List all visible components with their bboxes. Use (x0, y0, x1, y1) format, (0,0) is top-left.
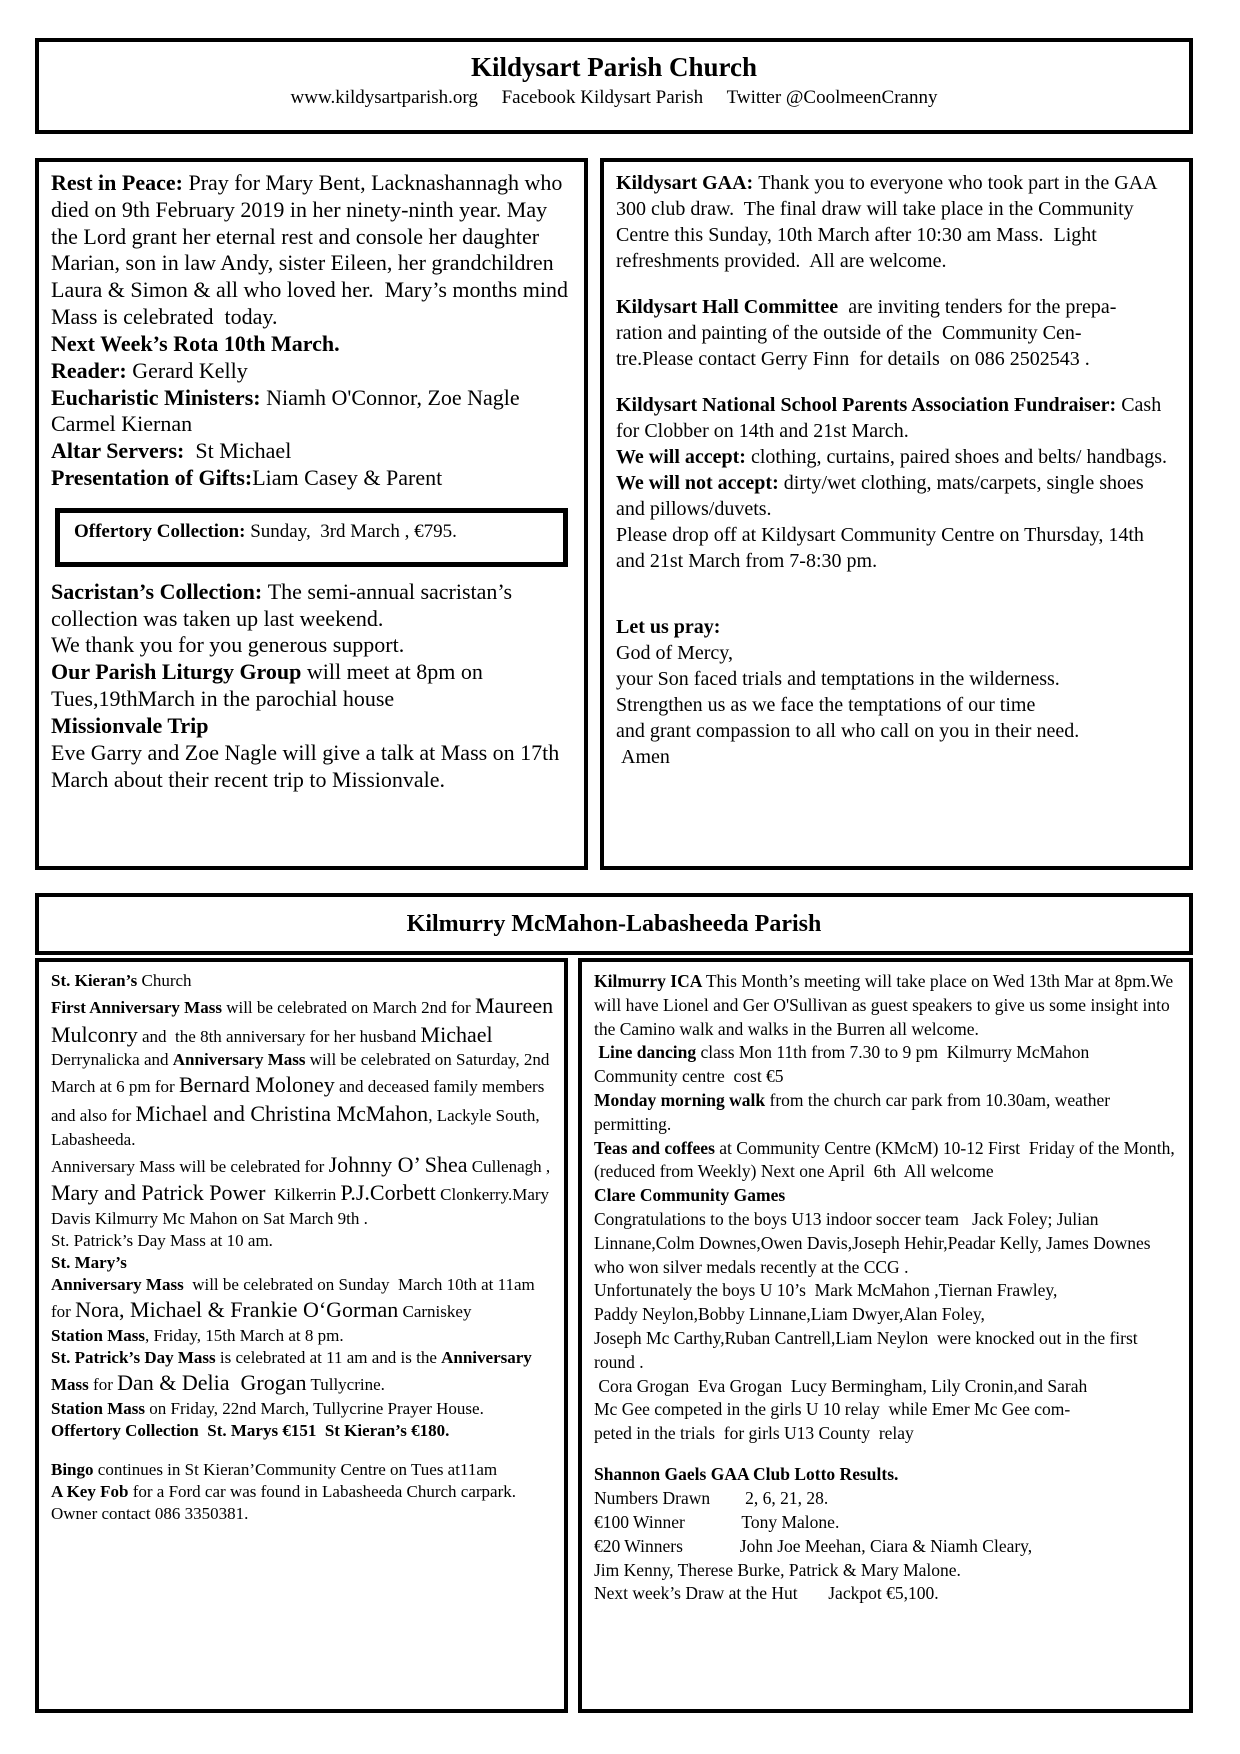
text-segment: Maureen Mulconry (51, 993, 559, 1047)
text-segment: Cullenagh , (467, 1156, 555, 1176)
text-segment: €100 Winner Tony Malone. (594, 1512, 840, 1533)
text-segment: Paddy Neylon,Bobby Linnane,Liam Dwyer,Alan Foley, (594, 1304, 985, 1325)
text-segment: from the church car park from 10.30am, weather permitting. (594, 1089, 1115, 1134)
text-segment: will be celebrated on March 2nd for (226, 998, 475, 1018)
kilmurry-parish-title: Kilmurry McMahon-Labasheeda Parish (406, 911, 822, 937)
text-segment: Shannon Gaels GAA Club Lotto Results. (594, 1464, 899, 1485)
paragraph (594, 1208, 1177, 1279)
text-segment: Cash for Clobber on 14th and 21st March. (616, 394, 1167, 442)
text-segment: Monday morning walk (594, 1089, 770, 1110)
paragraph (594, 1279, 1177, 1374)
paragraph (616, 692, 1177, 718)
text-segment: Mary and Patrick Power (51, 1180, 266, 1206)
text-segment: Station Mass (51, 1398, 150, 1418)
kildysart-left-panel (35, 158, 588, 870)
paragraph (616, 666, 1177, 692)
text-segment: Sacristan’s Collection: (51, 578, 268, 604)
text-segment: Teas and coffees (594, 1137, 720, 1158)
kilmurry-right-panel (578, 958, 1193, 1713)
paragraph (51, 170, 574, 331)
text-segment: and the 8th anniversary for her husband (137, 1026, 421, 1046)
text-segment: A Key Fob (51, 1481, 133, 1501)
paragraph (616, 444, 1177, 470)
paragraph (51, 740, 574, 794)
offertory-collection-text (74, 521, 549, 544)
paragraph (594, 1487, 1177, 1511)
paragraph (594, 1041, 1177, 1089)
paragraph (594, 1375, 1177, 1446)
kildysart-notices-top (51, 170, 574, 492)
paragraph (616, 718, 1177, 744)
text-segment: St. Kieran’s (51, 971, 142, 990)
kildysart-right-panel (600, 158, 1193, 870)
paragraph (594, 1463, 1177, 1487)
text-segment: Gerard Kelly (132, 357, 248, 383)
paragraph (51, 1481, 554, 1525)
header-box (35, 38, 1193, 134)
paragraph (51, 713, 574, 740)
text-segment: Presentation of Gifts: (51, 465, 253, 491)
text-segment: are inviting tenders for the prepa- (843, 296, 1117, 318)
text-segment: St. Mary’s (51, 1253, 127, 1273)
text-segment: dirty/wet clothing, mats/carpets, single shoes and pillows/duvets. (616, 472, 1149, 520)
text-segment: P.J.Corbett (340, 1180, 436, 1206)
paragraph (51, 659, 574, 713)
text-segment: Kilkerrin (265, 1185, 341, 1205)
text-segment: We will not accept: (616, 472, 784, 494)
paragraph (616, 470, 1177, 522)
paragraph (594, 1137, 1177, 1185)
paragraph (51, 438, 574, 465)
text-segment: Joseph Mc Carthy,Ruban Cantrell,Liam Neylon were knocked out in the first round . (594, 1327, 1143, 1372)
paragraph (51, 331, 574, 358)
text-segment: Unfortunately the boys U 10’s Mark McMahon ,Tiernan Frawley, (594, 1280, 1058, 1301)
text-segment: Kildysart Hall Committee (616, 296, 844, 318)
kildysart-notices-bottom (51, 579, 574, 794)
text-segment: Sunday, 3rd March , €795. (250, 520, 457, 542)
text-segment: Clonkerry.Mary Davis Kilmurry Mc Mahon on Sat March 9th . (51, 1185, 554, 1228)
paragraph (51, 1274, 554, 1325)
text-segment: Kildysart GAA: (616, 172, 759, 194)
paragraph (51, 1325, 554, 1347)
text-segment: Eve Garry and Zoe Nagle will give a talk at Mass on 17th March about their recent trip to Missionvale. (51, 739, 565, 792)
text-segment: will be celebrated on Saturday, 2nd March at 6 pm for (51, 1050, 554, 1097)
text-segment: We thank you for you generous support. (51, 632, 405, 658)
parish-title: Kildysart Parish Church (470, 52, 758, 82)
paragraph (594, 1446, 1177, 1464)
text-segment: Congratulations to the boys U13 indoor soccer team Jack Foley; Julian Linnane,Colm Downes,Owen Davis,Joseph Hehir,Peadar Kelly, James Downes who won silver medals recently at the CCG . (594, 1208, 1155, 1277)
paragraph (51, 385, 574, 439)
paragraph (51, 358, 574, 385)
text-segment: Jim Kenny, Therese Burke, Patrick & Mary Malone. (594, 1559, 961, 1580)
text-segment: Derrynalicka and (51, 1026, 497, 1070)
paragraph (616, 372, 1177, 392)
paragraph (51, 1347, 554, 1398)
paragraph (594, 1582, 1177, 1606)
paragraph (594, 1559, 1177, 1583)
text-segment: St. Patrick’s Day Mass (51, 1347, 220, 1367)
paragraph (51, 1230, 554, 1252)
paragraph (616, 294, 1177, 372)
text-segment: tre.Please contact Gerry Finn for details on 086 2502543 . (616, 348, 1090, 370)
text-segment: Liam Casey & Parent (252, 465, 443, 491)
text-segment: , Lackyle South, Labasheeda. (51, 1105, 544, 1149)
text-segment: Pray for Mary Bent, Lacknashannagh who died on 9th February 2019 in her ninety-ninth year. May the Lord grant her eternal rest and console her daughter Marian, son in law Andy, sister Eileen, her grandchildren Laura & Simon & all who loved her. Mary’s months mind Mass is celebrated today. (51, 170, 574, 330)
paragraph (51, 465, 574, 492)
text-segment: Offertory Collection St. Marys €151 St Kieran’s €180. (51, 1420, 450, 1440)
kilmurry-header-box (35, 893, 1193, 955)
paragraph (594, 1089, 1177, 1137)
text-segment: First Anniversary Mass (51, 998, 227, 1018)
text-segment: Amen (616, 746, 670, 768)
text-segment: Anniversary Mass (51, 1347, 537, 1394)
text-segment: Johnny O’ Shea (328, 1151, 468, 1177)
paragraph (51, 1442, 554, 1459)
text-segment: Anniversary Mass (172, 1050, 306, 1070)
text-segment: Mc Gee competed in the girls U 10 relay while Emer Mc Gee com- (594, 1399, 1071, 1420)
text-segment: your Son faced trials and temptations in the wilderness. (616, 668, 1060, 690)
text-segment: Anniversary Mass (51, 1275, 188, 1295)
text-segment: Eucharistic Ministers: (51, 384, 267, 410)
text-segment: Tullycrine. (306, 1375, 385, 1394)
text-segment: Nora, Michael & Frankie O‘Gorman (75, 1297, 399, 1323)
text-segment: Bernard Moloney (178, 1072, 335, 1098)
kilmurry-left-panel (35, 958, 568, 1713)
text-segment: Next Week’s Rota 10th March. (51, 330, 340, 356)
paragraph (616, 614, 1177, 640)
paragraph (594, 970, 1177, 1041)
text-segment: and grant compassion to all who call on you in their need. (616, 720, 1080, 742)
text-segment: , Friday, 15th March at 8 pm. (144, 1325, 344, 1345)
paragraph (51, 992, 559, 1151)
text-segment: will be celebrated on Sunday March 10th at 11am for (51, 1275, 540, 1322)
text-segment: St Michael (195, 438, 292, 464)
paragraph (616, 170, 1177, 274)
text-segment: €20 Winners John Joe Meehan, Ciara & Niamh Cleary, (594, 1535, 1033, 1556)
text-segment: Michael (420, 1021, 493, 1047)
paragraph (616, 574, 1177, 594)
text-segment: St. Patrick’s Day Mass at 10 am. (51, 1230, 273, 1250)
paragraph (74, 521, 549, 544)
paragraph (616, 594, 1177, 614)
text-segment: at Community Centre (KMcM) 10-12 First Friday of the Month,(reduced from Weekly) Next one April 6th All welcome (594, 1137, 1175, 1182)
paragraph (51, 1252, 554, 1274)
text-segment: Offertory Collection: (74, 520, 251, 542)
paragraph (594, 1511, 1177, 1535)
text-segment: Kildysart National School Parents Association Fundraiser: (616, 394, 1122, 416)
paragraph (616, 522, 1177, 574)
text-segment: Station Mass (51, 1325, 145, 1345)
text-segment: Thank you to everyone who took part in the GAA 300 club draw. The final draw will take place in the Community Centre this Sunday, 10th March after 10:30 am Mass. Light refreshments provided. All are welcome. (616, 172, 1162, 272)
text-segment: Bingo (51, 1459, 98, 1479)
text-segment: God of Mercy, (616, 642, 734, 664)
text-segment: Kilmurry ICA (594, 971, 706, 991)
text-segment: This Month’s meeting will take place on Wed 13th Mar at 8pm.We will have Lionel and Ger O'Sullivan as guest speakers to give us some insight into the Camino walk and walks in the Burren all welcome. (594, 971, 1178, 1039)
text-segment: for a Ford car was found in Labasheeda Church carpark. Owner contact 086 3350381. (51, 1481, 525, 1523)
text-segment: Altar Servers: (51, 438, 196, 464)
text-segment: Next week’s Draw at the Hut Jackpot €5,100. (594, 1583, 939, 1604)
text-segment: We will accept: (616, 446, 751, 468)
text-segment: Strengthen us as we face the temptations of our time (616, 694, 1036, 716)
text-segment: Reader: (51, 357, 133, 383)
paragraph (616, 640, 1177, 666)
text-segment: is celebrated at 11 am and is the (219, 1347, 442, 1367)
text-segment: Missionvale Trip (51, 712, 209, 738)
paragraph (51, 632, 574, 659)
paragraph (51, 1420, 554, 1442)
paragraph (616, 744, 1177, 770)
text-segment: clothing, curtains, paired shoes and belts/ handbags. (750, 446, 1167, 468)
text-segment: Michael and Christina McMahon (135, 1100, 429, 1126)
text-segment: Please drop off at Kildysart Community Centre on Thursday, 14th and 21st March from 7-8:30 pm. (616, 524, 1149, 572)
text-segment: class Mon 11th from 7.30 to 9 pm Kilmurry McMahon Community centre cost €5 (594, 1042, 1094, 1087)
text-segment: Cora Grogan Eva Grogan Lucy Bermingham, Lily Cronin,and Sarah (594, 1375, 1088, 1396)
text-segment: Carniskey (398, 1302, 472, 1322)
text-segment: continues in St Kieran’Community Centre on Tues at11am (97, 1459, 498, 1479)
parish-contact-line: www.kildysartparish.org Facebook Kildysart Parish Twitter @CoolmeenCranny (290, 87, 938, 108)
text-segment: Rest in Peace: (51, 170, 189, 195)
text-segment: Church (141, 971, 192, 990)
text-segment: Dan & Delia Grogan (117, 1370, 307, 1395)
offertory-collection-box (55, 508, 568, 567)
text-segment: Numbers Drawn 2, 6, 21, 28. (594, 1488, 829, 1509)
text-segment: The semi-annual sacristan’s collection was taken up last weekend. (51, 578, 518, 631)
paragraph (594, 1535, 1177, 1559)
paragraph (51, 1151, 554, 1230)
text-segment: on Friday, 22nd March, Tullycrine Prayer House. (149, 1398, 484, 1418)
text-segment: will meet at 8pm on Tues,19thMarch in the parochial house (51, 659, 488, 712)
paragraph (51, 1398, 554, 1420)
text-segment: Our Parish Liturgy Group (51, 659, 307, 685)
text-segment: Line dancing (598, 1042, 701, 1063)
text-segment: Niamh O'Connor, Zoe Nagle Carmel Kiernan (51, 384, 526, 437)
paragraph (616, 392, 1177, 444)
paragraph (51, 970, 554, 992)
text-segment: Clare Community Games (594, 1185, 786, 1206)
text-segment: ration and painting of the outside of the Community Cen- (616, 322, 1082, 344)
text-segment: for (93, 1375, 118, 1394)
text-segment: peted in the trials for girls U13 County relay (594, 1423, 914, 1444)
paragraph (594, 1184, 1177, 1208)
text-segment: Let us pray: (616, 616, 721, 638)
paragraph (51, 1459, 554, 1481)
text-segment: Anniversary Mass will be celebrated for (51, 1156, 329, 1176)
paragraph (51, 579, 574, 633)
text-segment: and deceased family members and also for (51, 1077, 549, 1125)
paragraph (616, 274, 1177, 294)
